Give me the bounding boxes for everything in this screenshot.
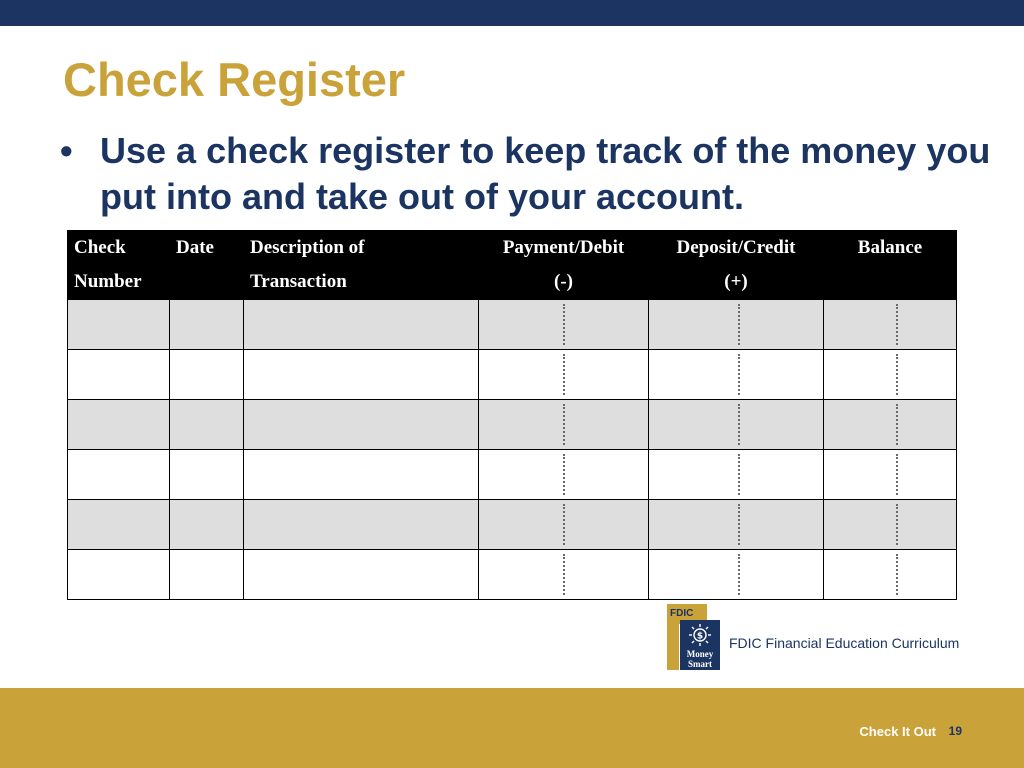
- money-smart-badge: [680, 620, 720, 670]
- cell-balance[interactable]: [824, 500, 957, 550]
- footer-section-label: Check It Out: [859, 724, 936, 739]
- header-payment-debit: Payment/Debit (-): [479, 231, 649, 300]
- money-word: Money: [686, 649, 714, 659]
- cell-balance[interactable]: [824, 350, 957, 400]
- cell-payment[interactable]: [479, 450, 649, 500]
- footer-bar: [0, 688, 1024, 768]
- table-row: [68, 300, 957, 350]
- decimal-divider: [563, 354, 565, 395]
- cell-description[interactable]: [244, 400, 479, 450]
- decimal-divider: [563, 304, 565, 345]
- bullet-marker: •: [60, 130, 73, 171]
- cell-date[interactable]: [170, 350, 244, 400]
- cell-check-number[interactable]: [68, 550, 170, 600]
- cell-date[interactable]: [170, 450, 244, 500]
- top-bar: [0, 0, 1024, 26]
- cell-date[interactable]: [170, 400, 244, 450]
- cell-date[interactable]: [170, 300, 244, 350]
- cell-check-number[interactable]: [68, 300, 170, 350]
- table-row: [68, 550, 957, 600]
- table-row: [68, 400, 957, 450]
- page-number: 19: [948, 724, 962, 738]
- check-register-table: [67, 230, 957, 600]
- decimal-divider: [896, 504, 898, 545]
- cell-payment[interactable]: [479, 550, 649, 600]
- sun-dollar-icon: [686, 623, 714, 647]
- logo-accent: [667, 624, 679, 670]
- cell-payment[interactable]: [479, 350, 649, 400]
- cell-deposit[interactable]: [649, 550, 824, 600]
- cell-date[interactable]: [170, 500, 244, 550]
- smart-word: Smart: [688, 659, 712, 669]
- cell-deposit[interactable]: [649, 450, 824, 500]
- cell-date[interactable]: [170, 550, 244, 600]
- table-row: [68, 350, 957, 400]
- decimal-divider: [738, 404, 740, 445]
- cell-deposit[interactable]: [649, 300, 824, 350]
- cell-description[interactable]: [244, 450, 479, 500]
- cell-description[interactable]: [244, 550, 479, 600]
- cell-balance[interactable]: [824, 450, 957, 500]
- header-check-number: Check Number: [68, 231, 170, 300]
- decimal-divider: [896, 454, 898, 495]
- cell-balance[interactable]: [824, 550, 957, 600]
- table-header-row: [68, 231, 957, 300]
- decimal-divider: [896, 554, 898, 595]
- cell-balance[interactable]: [824, 400, 957, 450]
- table-row: [68, 500, 957, 550]
- decimal-divider: [563, 404, 565, 445]
- cell-balance[interactable]: [824, 300, 957, 350]
- cell-payment[interactable]: [479, 400, 649, 450]
- cell-description[interactable]: [244, 300, 479, 350]
- svg-text:$: $: [696, 631, 704, 642]
- cell-check-number[interactable]: [68, 500, 170, 550]
- fdic-badge: FDIC: [667, 604, 707, 624]
- curriculum-name: FDIC Financial Education Curriculum: [729, 635, 960, 651]
- cell-check-number[interactable]: [68, 450, 170, 500]
- cell-payment[interactable]: [479, 500, 649, 550]
- cell-check-number[interactable]: [68, 400, 170, 450]
- cell-deposit[interactable]: [649, 400, 824, 450]
- slide-title: Check Register: [63, 53, 406, 106]
- cell-deposit[interactable]: [649, 350, 824, 400]
- decimal-divider: [563, 554, 565, 595]
- cell-payment[interactable]: [479, 300, 649, 350]
- decimal-divider: [896, 354, 898, 395]
- header-deposit-credit: Deposit/Credit (+): [649, 231, 824, 300]
- cell-check-number[interactable]: [68, 350, 170, 400]
- header-balance: Balance: [824, 231, 957, 300]
- decimal-divider: [738, 354, 740, 395]
- decimal-divider: [563, 454, 565, 495]
- header-description: Description of Transaction: [244, 231, 479, 300]
- cell-description[interactable]: [244, 500, 479, 550]
- decimal-divider: [738, 554, 740, 595]
- fdic-money-smart-logo: [667, 604, 967, 674]
- decimal-divider: [563, 504, 565, 545]
- table-row: [68, 450, 957, 500]
- decimal-divider: [738, 454, 740, 495]
- decimal-divider: [738, 304, 740, 345]
- cell-deposit[interactable]: [649, 500, 824, 550]
- header-date: Date: [170, 231, 244, 300]
- decimal-divider: [896, 404, 898, 445]
- decimal-divider: [896, 304, 898, 345]
- decimal-divider: [738, 504, 740, 545]
- bullet-text: Use a check register to keep track of the money you put into and take out of your account.: [100, 130, 991, 217]
- cell-description[interactable]: [244, 350, 479, 400]
